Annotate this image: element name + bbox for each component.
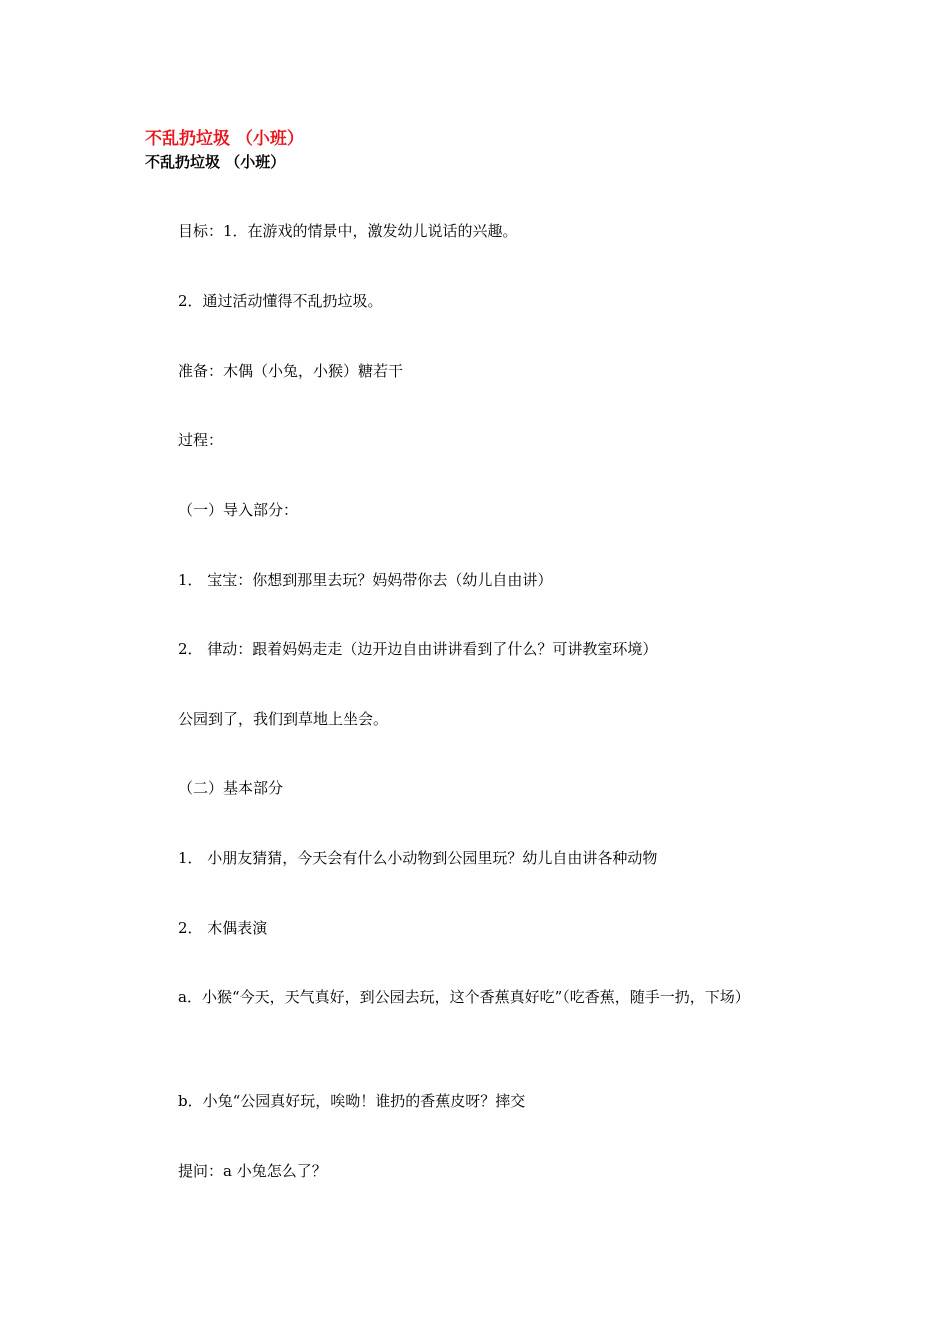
paragraph-intro-1: 1． 宝宝：你想到那里去玩？妈妈带你去（幼儿自由讲） [178,571,553,589]
paragraph-puppet-a: a．小猴“今天，天气真好，到公园去玩，这个香蕉真好吃”（吃香蕉，随手一扔，下场） [178,988,750,1006]
paragraph-basic-1: 1． 小朋友猜猜，今天会有什么小动物到公园里玩？幼儿自由讲各种动物 [178,849,658,867]
paragraph-goal-2: 2．通过活动懂得不乱扔垃圾。 [178,292,383,310]
document-title: 不乱扔垃圾 （小班） [145,153,286,171]
paragraph-puppet-b: b．小兔“公园真好玩，唉呦！谁扔的香蕉皮呀？摔交 [178,1092,526,1110]
paragraph-preparation: 准备：木偶（小兔，小猴）糖若干 [178,362,404,380]
paragraph-park: 公园到了，我们到草地上坐会。 [178,710,389,728]
paragraph-section-basic: （二）基本部分 [178,779,284,797]
document-title-red: 不乱扔垃圾 （小班） [145,129,304,149]
paragraph-intro-2: 2． 律动：跟着妈妈走走（边开边自由讲讲看到了什么？可讲教室环境） [178,640,658,658]
paragraph-process: 过程： [178,431,224,449]
paragraph-question-a: 提问：a 小兔怎么了？ [178,1162,327,1180]
paragraph-basic-2: 2． 木偶表演 [178,919,268,937]
paragraph-goal-1: 目标：1．在游戏的情景中，激发幼儿说话的兴趣。 [178,222,518,240]
paragraph-section-intro: （一）导入部分： [178,501,299,519]
